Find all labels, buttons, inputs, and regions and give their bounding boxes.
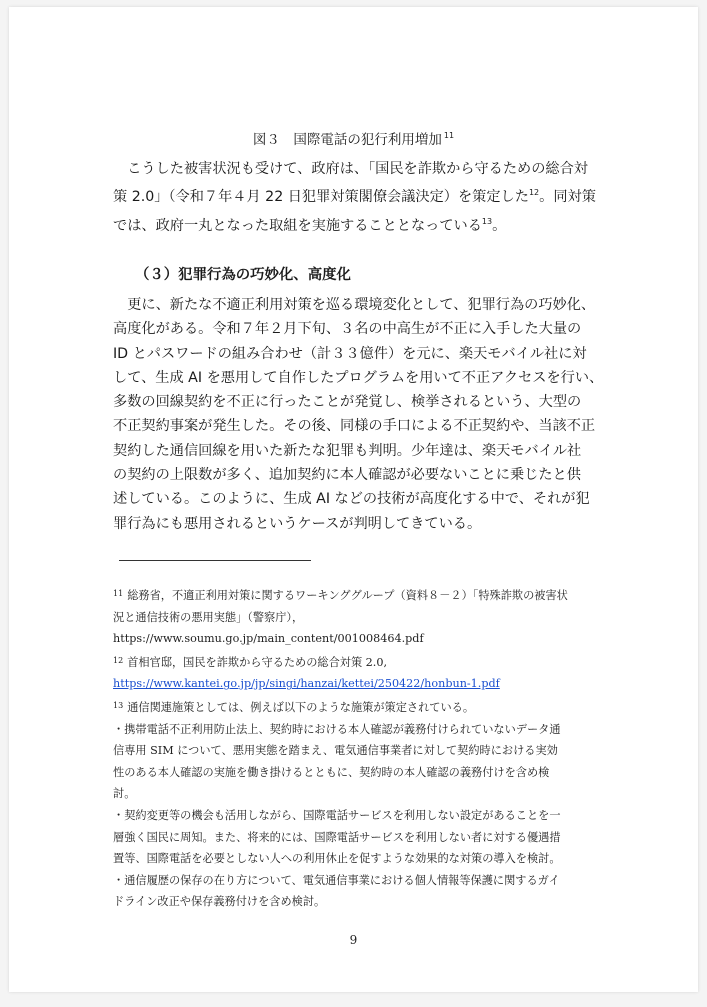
- paragraph-2-line: 契約した通信回線を用いた新たな犯罪も判明。少年達は、楽天モバイル社: [113, 442, 582, 459]
- footnote-ref-12[interactable]: 12: [528, 188, 540, 198]
- paragraph-2-line: ID とパスワードの組み合わせ（計３３億件）を元に、楽天モバイル社に対: [113, 345, 587, 362]
- footnote-11: $^{11}$ 総務省，不適正利用対策に関するワーキンググループ（資料８－２）「特殊詐欺の被害状: [113, 589, 568, 602]
- kantei-link[interactable]: https://www.kantei.go.jp/jp/singi/hanzai/kettei/250422/honbun-1.pdf: [113, 677, 500, 691]
- footnote-bullet-line: ・携帯電話不正利用防止法上、契約時における本人確認が義務付けられていないデータ通: [113, 722, 561, 736]
- footnote-13: $^{13}$ 通信関連施策としては、例えば以下のような施策が策定されている。: [113, 700, 475, 714]
- footnote-bullet-line: 性のある本人確認の実施を働き掛けるとともに、契約時の本人確認の義務付けを含め検: [113, 765, 550, 779]
- footnote-bullet-line: ドライン改正や保存義務付けを含め検討。: [113, 895, 326, 909]
- footnote-ref-11[interactable]: 11: [443, 131, 455, 140]
- paragraph-2-line: 罪行為にも悪用されるというケースが判明してきている。: [113, 515, 482, 532]
- footnote-bullet-line: 信専用 SIM について、悪用実態を踏まえ、電気通信事業者に対して契約時における実効: [113, 744, 558, 758]
- paragraph-2-line: 述している。このように、生成 AI などの技術が高度化する中で、それが犯: [113, 491, 590, 508]
- footnote-ref-13[interactable]: 13: [481, 216, 493, 226]
- paragraph-2: [113, 293, 611, 536]
- footnote-url: https://www.soumu.go.jp/main_content/001008464.pdf: [113, 632, 424, 646]
- footnote-12: $^{12}$ 首相官邸，国民を詐欺から守るための総合対策 2.0,: [113, 655, 388, 669]
- figure-caption: [9, 128, 698, 148]
- footnote-bullet-line: ・契約変更等の機会も活用しながら、国際電話サービスを利用しない設定があることを一: [113, 808, 561, 822]
- figure-caption-text: 図３ 国際電話の犯行利用増加: [252, 132, 442, 148]
- paragraph-2-line: 不正契約事案が発生した。その後、同様の手口による不正契約や、当該不正: [113, 418, 596, 435]
- paragraph-1: [113, 157, 611, 238]
- footnote-separator: [119, 560, 311, 561]
- footnote-bullet-line: 置等、国際電話を必要としない人への利用休止を促すような効果的な対策の導入を検討。: [113, 852, 561, 866]
- footnote-line: 況と通信技術の悪用実態」（警察庁），: [113, 610, 304, 624]
- footnote-bullet-line: ・通信履歴の保存の在り方について、電気通信事業における個人情報等保護に関するガイ: [113, 873, 560, 887]
- footnote-number: 13: [113, 700, 124, 710]
- paragraph-2-line: 高度化がある。令和７年２月下旬、３名の中高生が不正に入手した大量の: [113, 321, 582, 338]
- footnote-number: 12: [113, 655, 124, 665]
- paragraph-2-line: の契約の上限数が多く、追加契約に本人確認が必要ないことに乗じたと供: [113, 467, 581, 484]
- paragraph-2-line: して、生成 AI を悪用して自作したプログラムを用いて不正アクセスを行い、: [113, 369, 604, 386]
- footnotes: [113, 583, 613, 913]
- paragraph-1-line: では、政府一丸となった取組を実施することとなっている$^{13}$。: [113, 216, 507, 234]
- paragraph-1-line: 策 2.0」（令和７年４月 22 日犯罪対策閣僚会議決定）を策定した$^{12}$。同対策: [113, 188, 596, 206]
- document-page: [9, 7, 698, 992]
- footnote-bullet-line: 討。: [113, 787, 136, 801]
- footnote-link: [113, 673, 613, 695]
- section-heading: （３）犯罪行為の巧妙化、高度化: [135, 267, 351, 283]
- page-number: 9: [349, 933, 358, 947]
- paragraph-2-line: 多数の回線契約を不正に行ったことが発覚し、検挙されるという、大型の: [113, 394, 582, 411]
- paragraph-2-line: 更に、新たな不適正利用対策を巡る環境変化として、犯罪行為の巧妙化、: [113, 297, 596, 313]
- paragraph-1-line: こうした被害状況も受けて、政府は、「国民を詐欺から守るための総合対: [113, 161, 588, 177]
- footnote-number: 11: [113, 589, 124, 598]
- footnote-bullet-line: 層強く国民に周知。また、将来的には、国際電話サービスを利用しない者に対する優遇措: [113, 830, 561, 844]
